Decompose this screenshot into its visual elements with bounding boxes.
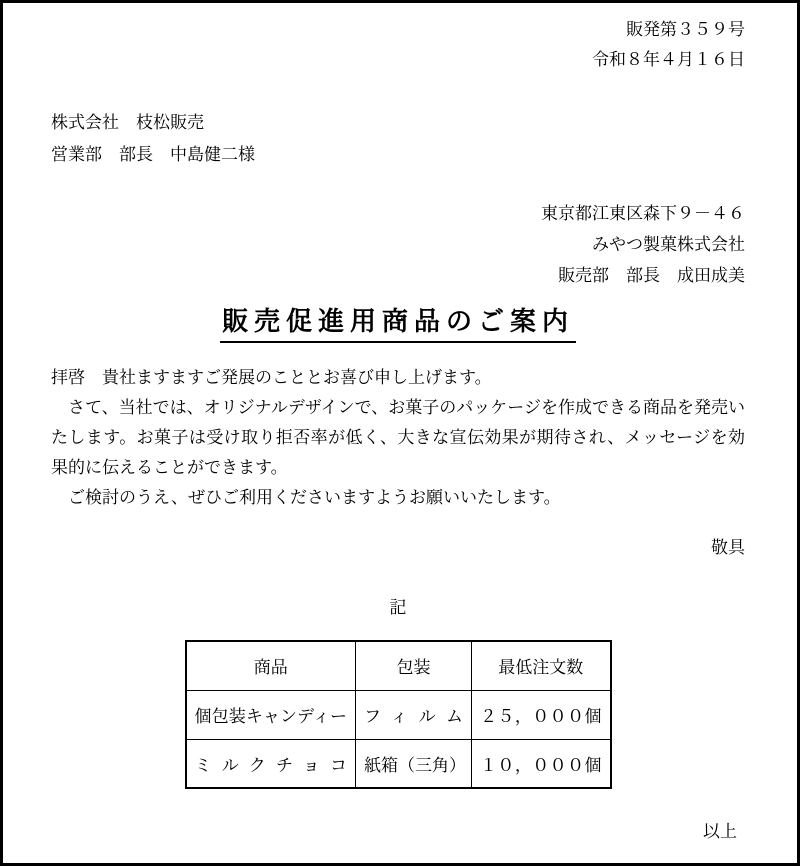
recipient-company: 株式会社 枝松販売 xyxy=(51,113,204,133)
column-header-product: 商品 xyxy=(186,641,356,690)
record-marker-ki: 記 xyxy=(389,598,407,618)
cell-min-order: ２５，０００個 xyxy=(472,690,611,739)
title-row xyxy=(51,306,745,343)
document-number: 販発第３５９号 xyxy=(626,20,745,40)
cell-product: ミルクチョコ xyxy=(186,739,356,788)
cell-product: 個包装キャンディー xyxy=(186,690,356,739)
body-paragraph-greeting: 拝啓 貴社ますますご発展のこととお喜び申し上げます。 xyxy=(51,368,492,388)
page-title: 販売促進用商品のご案内 xyxy=(220,306,576,343)
table-row xyxy=(186,739,611,788)
cell-packaging: 紙箱（三角） xyxy=(356,739,472,788)
end-marker-ijou: 以上 xyxy=(703,822,737,842)
sender-address: 東京都江東区森下９－４６ xyxy=(541,204,745,224)
document-date: 令和８年４月１６日 xyxy=(592,50,745,70)
column-header-packaging: 包装 xyxy=(356,641,472,690)
body-paragraph-request: ご検討のうえ、ぜひご利用くださいますようお願いいたします。 xyxy=(51,488,561,508)
table-header-row xyxy=(186,641,611,690)
column-header-min-order: 最低注文数 xyxy=(472,641,611,690)
sender-person: 販売部 部長 成田成美 xyxy=(558,266,745,286)
product-table-wrap xyxy=(51,640,745,789)
recipient-block xyxy=(51,107,745,171)
table-row xyxy=(186,690,611,739)
closing-keigu: 敬具 xyxy=(711,538,745,558)
sender-company: みやつ製菓株式会社 xyxy=(592,235,745,255)
sender-block xyxy=(51,199,745,292)
cell-min-order: １０，０００個 xyxy=(472,739,611,788)
body-paragraph-main: さて、当社では、オリジナルデザインで、お菓子のパッケージを作成できる商品を発売いたします。お菓子は受け取り拒否率が低く、大きな宣伝効果が期待され、メッセージを効果的に伝えることができます。 xyxy=(51,398,745,478)
recipient-person: 営業部 部長 中島健二様 xyxy=(51,145,255,165)
product-table xyxy=(185,640,612,789)
cell-packaging: フィルム xyxy=(356,690,472,739)
body-text xyxy=(51,363,745,513)
